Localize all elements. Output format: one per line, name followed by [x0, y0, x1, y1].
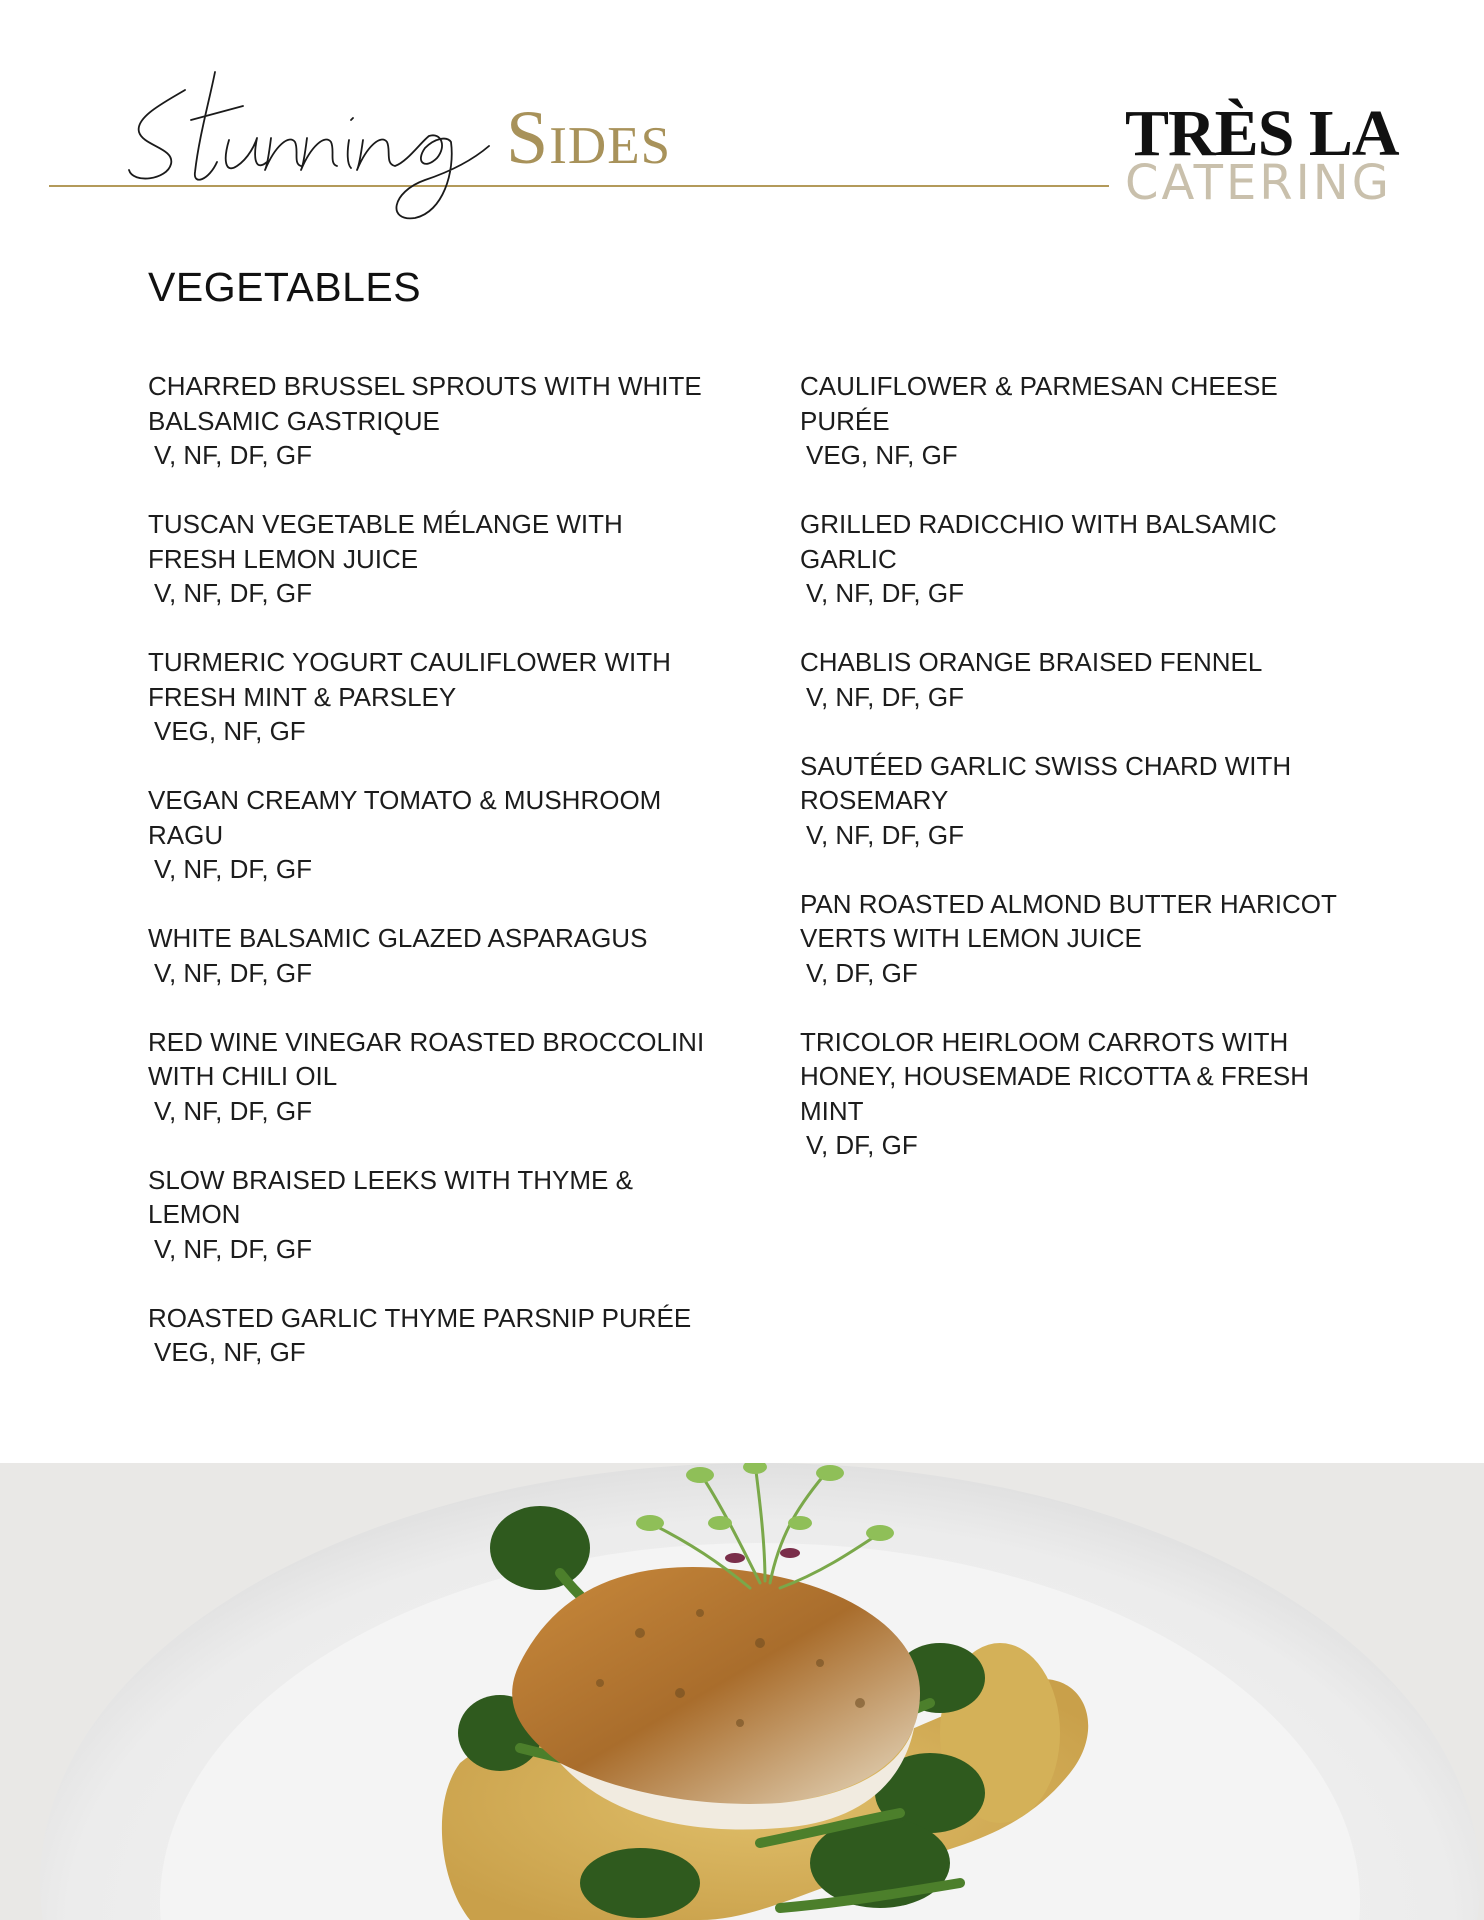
dietary-tags: V, NF, DF, GF	[154, 957, 312, 988]
dietary-tags: V, NF, DF, GF	[154, 578, 312, 608]
catering-logo	[1125, 97, 1405, 211]
menu-item-name: SLOW BRAISED LEEKS WITH THYME & LEMON	[148, 1164, 633, 1229]
menu-item-name: WHITE BALSAMIC GLAZED ASPARAGUS	[148, 923, 648, 953]
script-word-stunning	[125, 62, 495, 222]
plated-fish-illustration	[0, 1463, 1484, 1920]
menu-column-right	[800, 369, 1360, 1197]
menu-item	[148, 783, 708, 887]
logo-wordmark-top: TRÈS LA	[1125, 97, 1399, 170]
dietary-tags: VEG, NF, GF	[806, 440, 958, 470]
menu-item-name: CAULIFLOWER & PARMESAN CHEESE PURÉE	[800, 371, 1278, 436]
dietary-tags: V, NF, DF, GF	[154, 854, 312, 884]
menu-item	[148, 1301, 708, 1370]
dietary-tags: V, DF, GF	[806, 1130, 918, 1160]
menu-item	[800, 887, 1360, 991]
menu-item	[800, 645, 1360, 714]
menu-item-name: TRICOLOR HEIRLOOM CARROTS WITH HONEY, HOUSEMADE RICOTTA & FRESH MINT	[800, 1026, 1310, 1126]
menu-item-name: CHABLIS ORANGE BRAISED FENNEL	[800, 647, 1263, 677]
dietary-tags: VEG, NF, GF	[154, 1337, 306, 1367]
menu-item-name: CHARRED BRUSSEL SPROUTS WITH WHITE BALSAMIC GASTRIQUE	[148, 371, 702, 436]
menu-item-name: PAN ROASTED ALMOND BUTTER HARICOT VERTS WITH LEMON JUICE	[800, 888, 1337, 953]
menu-item	[800, 369, 1360, 473]
menu-item	[148, 369, 708, 473]
dietary-tags: V, NF, DF, GF	[154, 1095, 312, 1126]
menu-item-name: TURMERIC YOGURT CAULIFLOWER WITH FRESH MINT & PARSLEY	[148, 647, 671, 712]
menu-item-name: RED WINE VINEGAR ROASTED BROCCOLINI WITH CHILI OIL	[148, 1026, 705, 1091]
dietary-tags: VEG, NF, GF	[154, 716, 306, 746]
food-photo	[0, 1463, 1484, 1920]
menu-item	[148, 1163, 708, 1267]
logo-wordmark-bottom: CATERING	[1125, 155, 1392, 211]
script-lettering-graphic	[125, 62, 495, 222]
menu-item	[800, 749, 1360, 853]
dietary-tags: V, NF, DF, GF	[806, 578, 964, 608]
menu-item-name: ROASTED GARLIC THYME PARSNIP PURÉE	[148, 1302, 692, 1333]
menu-item-name: GRILLED RADICCHIO WITH BALSAMIC GARLIC	[800, 509, 1277, 574]
category-heading: VEGETABLES	[148, 264, 422, 310]
dietary-tags: V, DF, GF	[806, 957, 918, 988]
dietary-tags: V, NF, DF, GF	[806, 819, 964, 850]
dietary-tags: V, NF, DF, GF	[154, 1233, 312, 1264]
menu-item-name: VEGAN CREAMY TOMATO & MUSHROOM RAGU	[148, 785, 662, 850]
menu-item	[148, 921, 708, 990]
menu-item	[800, 507, 1360, 611]
menu-item	[148, 645, 708, 749]
menu-item-name: TUSCAN VEGETABLE MÉLANGE WITH FRESH LEMON JUICE	[148, 509, 623, 574]
menu-item-name: SAUTÉED GARLIC SWISS CHARD WITH ROSEMARY	[800, 750, 1292, 815]
menu-item	[800, 1025, 1360, 1163]
menu-item	[148, 507, 708, 611]
menu-column-left	[148, 369, 708, 1404]
section-title: Sides	[506, 96, 672, 180]
dietary-tags: V, NF, DF, GF	[806, 681, 964, 712]
page-header	[0, 0, 1484, 240]
dietary-tags: V, NF, DF, GF	[154, 440, 312, 470]
menu-item	[148, 1025, 708, 1129]
